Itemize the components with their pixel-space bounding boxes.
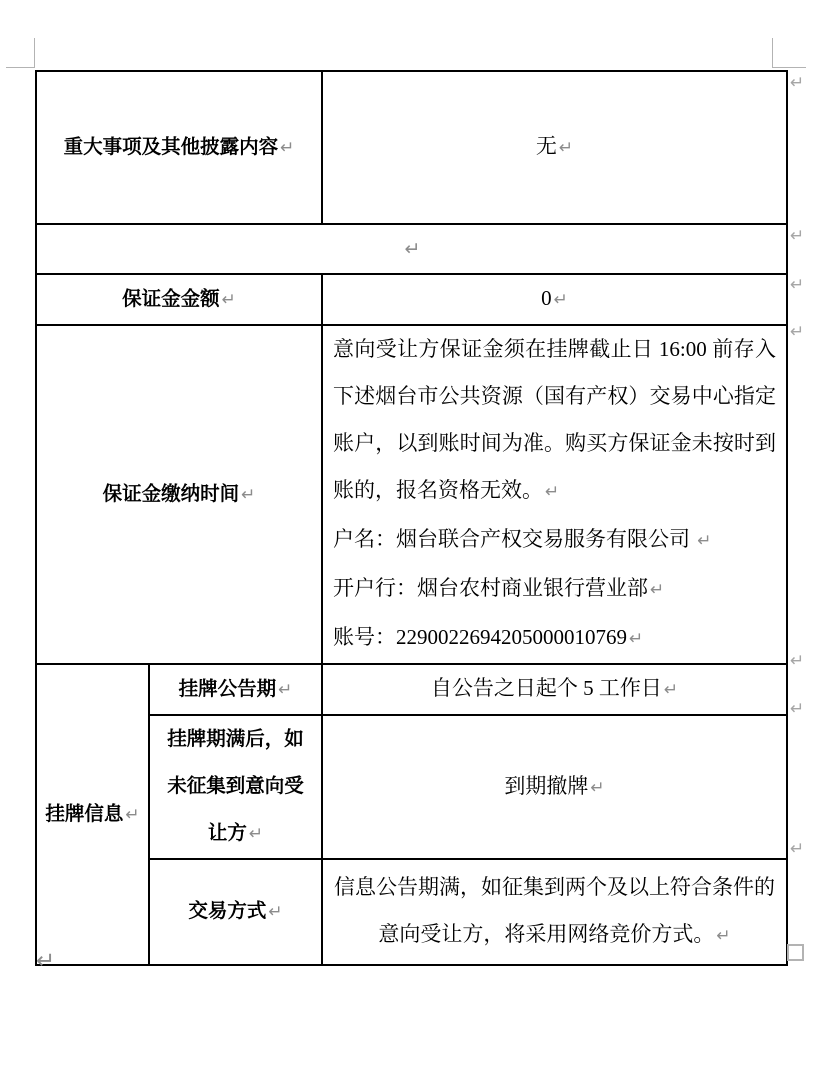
table-resize-handle[interactable] bbox=[787, 944, 804, 961]
paragraph-mark: ↵ bbox=[404, 238, 421, 260]
row-end-mark: ↵ bbox=[790, 699, 805, 719]
paragraph-mark: ↵ bbox=[553, 290, 568, 310]
deposit-amount-value: 0 bbox=[541, 286, 552, 310]
expiry-label: 挂牌期满后，如未征集到意向受让方 bbox=[167, 729, 304, 844]
paragraph-mark: ↵ bbox=[590, 777, 605, 798]
expiry-value-cell[interactable] bbox=[322, 715, 787, 859]
expiry-value: 到期撤牌 bbox=[504, 773, 589, 798]
paragraph-mark: ↵ bbox=[629, 629, 644, 649]
deposit-payment-notice-text: 意向受让方保证金须在挂牌截止日 16:00 前存入下述烟台市公共资源（国有产权）交易中心指定账户，以到账时间为准。购买方保证金未按时到账的，报名资格无效。 bbox=[333, 337, 777, 502]
row-end-mark: ↵ bbox=[790, 322, 805, 342]
deposit-amount-label-cell[interactable] bbox=[36, 274, 322, 325]
account-number-line bbox=[333, 614, 776, 663]
deposit-payment-notice bbox=[333, 326, 776, 516]
deposit-amount-value-cell[interactable] bbox=[322, 274, 787, 325]
row-announcement-period bbox=[36, 664, 787, 715]
paragraph-mark: ↵ bbox=[280, 137, 295, 158]
expiry-label-cell[interactable] bbox=[149, 715, 322, 859]
major-disclosure-label: 重大事项及其他披露内容 bbox=[63, 136, 279, 158]
row-major-disclosure bbox=[36, 71, 787, 224]
row-end-mark: ↵ bbox=[790, 226, 805, 246]
deposit-payment-content-cell[interactable] bbox=[322, 325, 787, 664]
row-end-mark: ↵ bbox=[790, 73, 805, 93]
row-deposit-payment-time bbox=[36, 325, 787, 664]
margin-crop-mark-top-left-icon bbox=[6, 38, 35, 68]
row-end-mark: ↵ bbox=[790, 651, 805, 671]
deposit-amount-label: 保证金金额 bbox=[122, 288, 220, 310]
announcement-period-value-cell[interactable] bbox=[322, 664, 787, 715]
separator-cell[interactable] bbox=[36, 224, 787, 274]
trade-method-label-cell[interactable] bbox=[149, 859, 322, 965]
paragraph-mark: ↵ bbox=[268, 902, 283, 922]
deposit-payment-label: 保证金缴纳时间 bbox=[102, 483, 240, 505]
row-deposit-amount bbox=[36, 274, 787, 325]
paragraph-mark: ↵ bbox=[663, 680, 679, 700]
trade-method-label: 交易方式 bbox=[188, 901, 267, 922]
paragraph-mark: ↵ bbox=[650, 580, 665, 600]
account-name-text: 户名：烟台联合产权交易服务有限公司 bbox=[333, 527, 691, 551]
paragraph-mark: ↵ bbox=[278, 679, 293, 700]
paragraph-mark: ↵ bbox=[221, 289, 236, 310]
row-separator bbox=[36, 224, 787, 274]
trade-method-value-cell[interactable] bbox=[322, 859, 787, 965]
major-disclosure-value: 无 bbox=[535, 134, 557, 158]
bank-branch-line bbox=[333, 565, 776, 614]
deposit-payment-label-cell[interactable] bbox=[36, 325, 322, 664]
account-number-text: 账号：2290022694205000010769 bbox=[333, 625, 628, 649]
row-end-mark: ↵ bbox=[790, 839, 805, 859]
paragraph-mark: ↵ bbox=[241, 484, 256, 505]
row-trade-method bbox=[36, 859, 787, 965]
paragraph-mark: ↵ bbox=[125, 804, 140, 825]
announcement-period-label-cell[interactable] bbox=[149, 664, 322, 715]
margin-crop-mark-top-right-icon bbox=[772, 38, 806, 68]
listing-info-label: 挂牌信息 bbox=[45, 803, 124, 825]
paragraph-mark: ↵ bbox=[716, 926, 731, 946]
announcement-period-label: 挂牌公告期 bbox=[178, 678, 277, 700]
major-disclosure-label-cell[interactable] bbox=[36, 71, 322, 224]
paragraph-mark: ↵ bbox=[558, 138, 574, 158]
listing-info-label-cell[interactable] bbox=[36, 664, 149, 965]
bank-branch-text: 开户行：烟台农村商业银行营业部 bbox=[333, 576, 649, 600]
paragraph-mark: ↵ bbox=[36, 948, 56, 974]
row-end-mark: ↵ bbox=[790, 275, 805, 295]
row-expiry bbox=[36, 715, 787, 859]
trade-method-value: 信息公告期满，如征集到两个及以上符合条件的意向受让方，将采用网络竞价方式。 bbox=[334, 875, 776, 946]
paragraph-mark: ↵ bbox=[248, 824, 264, 844]
paragraph-mark: ↵ bbox=[545, 482, 560, 502]
paragraph-mark: ↵ bbox=[697, 531, 712, 551]
major-disclosure-value-cell[interactable] bbox=[322, 71, 787, 224]
announcement-period-value: 自公告之日起个 5 工作日 bbox=[430, 676, 662, 700]
account-name-line bbox=[333, 516, 776, 565]
listing-disclosure-table bbox=[35, 70, 788, 966]
